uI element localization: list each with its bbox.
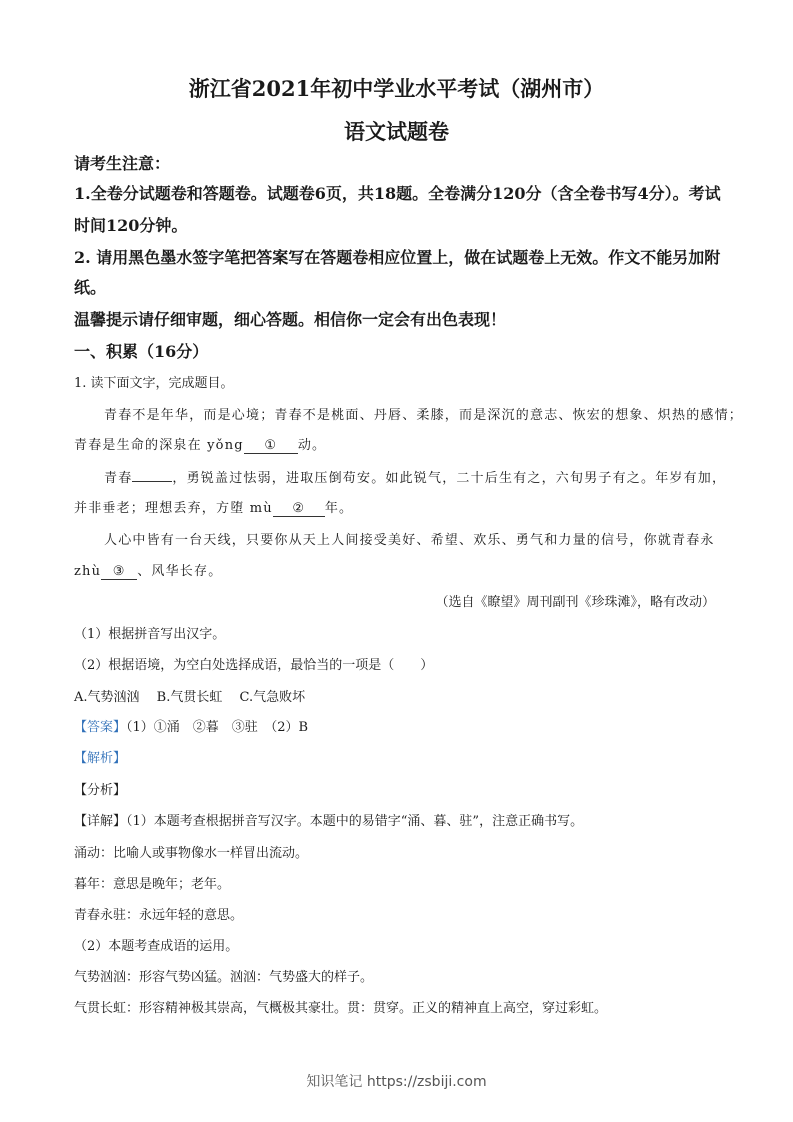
analysis-tag: 【分析】	[74, 783, 127, 798]
jiexi-tag: 【解析】	[74, 751, 127, 766]
passage-p1-line-1: 青春不是年华，而是心境；青春不是桃面、丹唇、柔膝，而是深沉的意志、恢宏的想象、炽热的感情；	[104, 408, 744, 423]
passage-text: 年。	[324, 501, 354, 516]
answer-tag: 【答案】	[74, 720, 127, 735]
explanation-line-2: 暮年：意思是晚年；老年。	[74, 877, 231, 892]
answer-options: A.气势汹汹 B.气贯长虹 C.气急败坏	[74, 690, 306, 705]
passage-text: 青春是生命的深泉在 yǒng	[74, 438, 244, 453]
notice-heading: 请考生注意：	[74, 154, 171, 173]
passage-text: zhù	[74, 564, 102, 579]
passage-text: 并非垂老；理想丢弃，方堕 mù	[74, 501, 273, 516]
notice-item-1-line-1: 1.全卷分试题卷和答题卷。试题卷6页，共18题。全卷满分120分（含全卷书写4分）。考试	[74, 184, 721, 203]
fill-blank-3: ③	[101, 564, 137, 580]
explanation-line-1: 涌动：比喻人或事物像水一样冒出流动。	[74, 846, 309, 861]
paper-subtitle: 语文试题卷	[344, 119, 449, 144]
detail-line: 【详解】（1）本题考查根据拼音写汉字。本题中的易错字“涌、暮、驻”，注意正确书写。	[74, 814, 584, 829]
footer-watermark: 知识笔记 https://zsbiji.com	[306, 1074, 487, 1090]
passage-p2-line-2	[74, 497, 353, 517]
question-1-prompt: 1. 读下面文字，完成题目。	[74, 376, 234, 391]
passage-p3-line-2	[74, 560, 222, 580]
notice-item-2-line-2: 纸。	[74, 278, 107, 297]
explanation-line-3: 青春永驻：永远年轻的意思。	[74, 908, 244, 923]
explanation-line-6: 气贯长虹：形容精神极其崇高，气概极其豪壮。贯：贯穿。正义的精神直上高空，穿过彩虹。	[74, 1001, 608, 1016]
fill-blank-2: ②	[273, 501, 325, 517]
answer-text: （1）①涌 ②暮 ③驻 （2）B	[126, 720, 309, 735]
passage-text: ，勇锐盖过怯弱，进取压倒苟安。如此锐气，二十后生有之，六旬男子有之。年岁有加，	[172, 471, 727, 486]
passage-source: （选自《瞭望》周刊副刊《珍珠滩》，略有改动）	[435, 595, 715, 610]
explanation-line-4: （2）本题考查成语的运用。	[74, 939, 239, 954]
notice-tip: 温馨提示请仔细审题，细心答题。相信你一定会有出色表现！	[74, 310, 507, 329]
sub-question-1: （1）根据拼音写出汉字。	[74, 627, 226, 642]
fill-blank-1: ①	[244, 438, 298, 454]
exam-title: 浙江省2021年初中学业水平考试（湖州市）	[188, 76, 605, 101]
passage-p3-line-1: 人心中皆有一台天线，只要你从天上人间接受美好、希望、欢乐、勇气和力量的信号，你就青春永	[104, 533, 715, 548]
idiom-blank	[132, 466, 172, 482]
explanation-line-5: 气势汹汹：形容气势凶猛。汹汹：气势盛大的样子。	[74, 970, 374, 985]
passage-p1-line-2	[74, 434, 326, 454]
notice-item-2-line-1: 2. 请用黑色墨水签字笔把答案写在答题卷相应位置上，做在试题卷上无效。作文不能另加附	[74, 248, 721, 267]
notice-item-1-line-2: 时间120分钟。	[74, 216, 188, 235]
section-heading: 一、积累（16分）	[74, 342, 209, 361]
answer-line	[74, 716, 308, 735]
passage-text: 动。	[297, 438, 327, 453]
passage-text: 、风华长存。	[137, 564, 223, 579]
passage-p2-line-1	[104, 466, 726, 486]
sub-question-2: （2）根据语境，为空白处选择成语，最恰当的一项是（ ）	[74, 658, 434, 673]
passage-text: 青春	[104, 471, 133, 486]
